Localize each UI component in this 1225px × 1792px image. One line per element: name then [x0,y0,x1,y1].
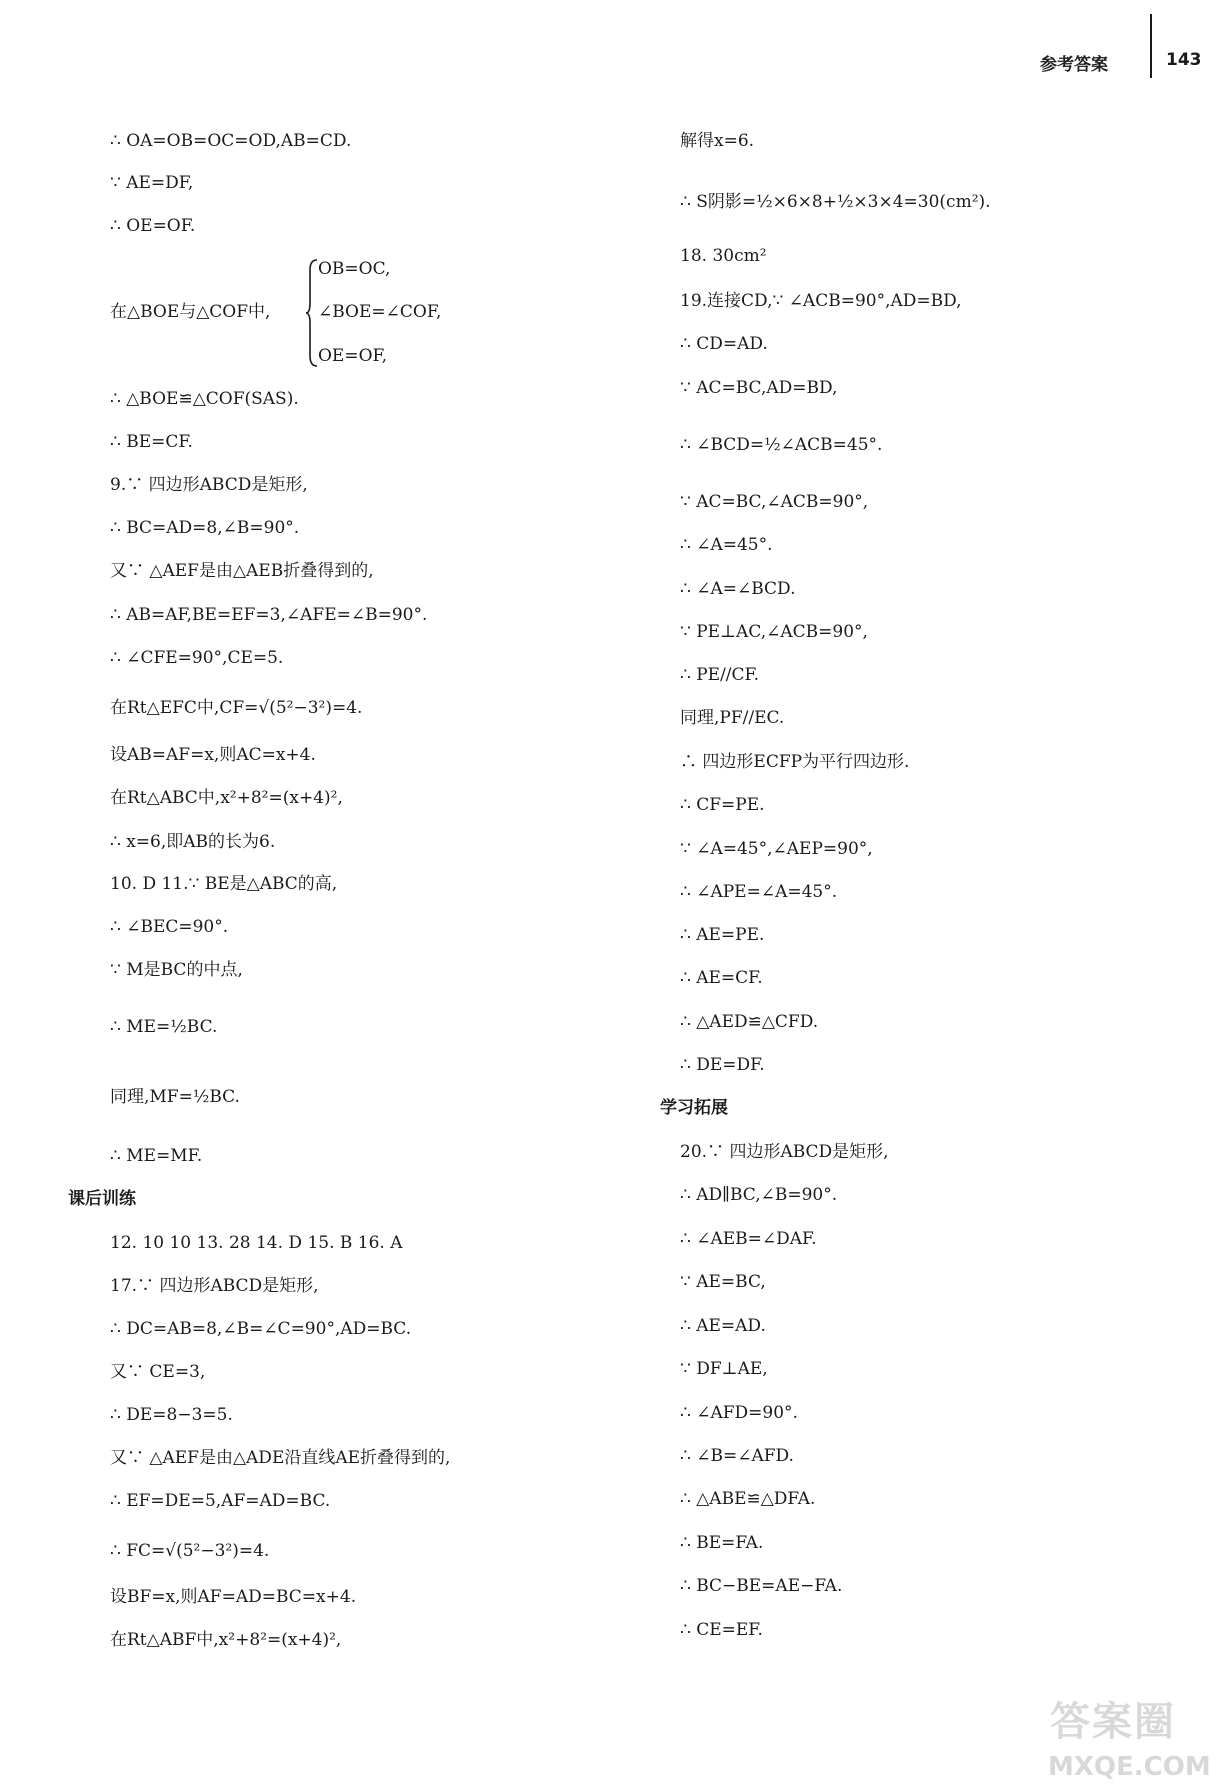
solution-line: ∴ BC=AD=8,∠B=90°. [110,518,300,538]
solution-line: ∴ △AED≌△CFD. [680,1012,819,1032]
solution-line: 同理,PF//EC. [680,708,785,728]
solution-line: 同理,MF=½BC. [110,1087,240,1107]
solution-line: ∴ S阴影=½×6×8+½×3×4=30(cm²). [680,192,991,212]
solution-line: 又∵ △AEF是由△AEB折叠得到的, [110,561,374,581]
solution-line: ∴ ∠BEC=90°. [110,917,229,937]
solution-line: ∴ DE=DF. [680,1055,765,1075]
solution-line: ∴ ∠A=45°. [680,535,773,555]
solution-line: ∴ BC−BE=AE−FA. [680,1576,843,1596]
solution-line: ∴ CD=AD. [680,334,768,354]
solution-line: ∴ ∠AEB=∠DAF. [680,1229,817,1249]
solution-line: OE=OF, [318,346,388,366]
solution-line: ∴ ∠A=∠BCD. [680,579,796,599]
header-divider [1150,14,1152,78]
solution-line: 设AB=AF=x,则AC=x+4. [110,745,316,765]
solution-line: ∵ PE⊥AC,∠ACB=90°, [680,622,868,642]
header-label: 参考答案 [1040,55,1108,75]
solution-line: 设BF=x,则AF=AD=BC=x+4. [110,1587,357,1607]
solution-line: ∴ OA=OB=OC=OD,AB=CD. [110,131,352,151]
solution-line: ∴ CF=PE. [680,795,765,815]
solution-line: ∴ EF=DE=5,AF=AD=BC. [110,1491,331,1511]
page-number: 143 [1166,50,1202,70]
solution-line: ∴ DE=8−3=5. [110,1405,233,1425]
solution-line: ∵ AE=BC, [680,1272,766,1292]
solution-line: ∴ BE=FA. [680,1533,764,1553]
solution-line: 18. 30cm² [680,246,767,266]
solution-line: ∵ DF⊥AE, [680,1359,768,1379]
solution-line: ∴ ∠B=∠AFD. [680,1446,794,1466]
solution-line: OB=OC, [318,259,391,279]
answer-line: 12. 10 10 13. 28 14. D 15. B 16. A [110,1233,403,1253]
solution-line: ∴ BE=CF. [110,432,193,452]
solution-line: 又∵ CE=3, [110,1362,206,1382]
solution-line: 19.连接CD,∵ ∠ACB=90°,AD=BD, [680,291,962,311]
solution-line: 9.∵ 四边形ABCD是矩形, [110,475,308,495]
section-heading: 课后训练 [68,1189,136,1209]
solution-line: 在Rt△ABC中,x²+8²=(x+4)², [110,788,343,808]
solution-line: 解得x=6. [680,131,755,151]
solution-line: ∠BOE=∠COF, [318,302,442,322]
solution-line: ∴ ∠AFD=90°. [680,1403,798,1423]
solution-line: 20.∵ 四边形ABCD是矩形, [680,1142,889,1162]
solution-line: ∴ FC=√(5²−3²)=4. [110,1541,270,1561]
solution-line: ∴ ME=½BC. [110,1017,218,1037]
system-brace [305,258,319,368]
solution-line: ∴ ∠BCD=½∠ACB=45°. [680,435,883,455]
solution-line: ∵ AC=BC,AD=BD, [680,378,838,398]
solution-line: ∴ OE=OF. [110,216,196,236]
solution-line: ∵ AC=BC,∠ACB=90°, [680,492,869,512]
solution-line: 又∵ △AEF是由△ADE沿直线AE折叠得到的, [110,1448,451,1468]
solution-line: ∴ △BOE≌△COF(SAS). [110,389,299,409]
solution-line: ∴ ME=MF. [110,1146,203,1166]
solution-line: ∴ AE=PE. [680,925,765,945]
watermark-url: MXQE.COM [1048,1752,1211,1782]
solution-line: ∴ x=6,即AB的长为6. [110,832,276,852]
solution-line: ∴ CE=EF. [680,1620,763,1640]
solution-line: ∵ AE=DF, [110,173,194,193]
solution-line: 在Rt△EFC中,CF=√(5²−3²)=4. [110,698,363,718]
section-heading: 学习拓展 [660,1098,728,1118]
solution-line: 10. D 11.∵ BE是△ABC的高, [110,874,338,894]
solution-line: ∴ AE=AD. [680,1316,766,1336]
solution-line: ∴ AD∥BC,∠B=90°. [680,1185,838,1205]
solution-line: 在△BOE与△COF中, [110,302,271,322]
solution-line: ∴ △ABE≌△DFA. [680,1489,816,1509]
solution-line: ∵ M是BC的中点, [110,960,243,980]
solution-line: 在Rt△ABF中,x²+8²=(x+4)², [110,1630,342,1650]
solution-line: ∴ 四边形ECFP为平行四边形. [680,752,910,772]
watermark-logo: 答案圈 [1050,1699,1176,1745]
solution-line: ∴ PE//CF. [680,665,760,685]
solution-line: ∴ ∠APE=∠A=45°. [680,882,838,902]
solution-line: 17.∵ 四边形ABCD是矩形, [110,1276,319,1296]
solution-line: ∴ AB=AF,BE=EF=3,∠AFE=∠B=90°. [110,605,428,625]
solution-line: ∴ DC=AB=8,∠B=∠C=90°,AD=BC. [110,1319,412,1339]
solution-line: ∴ ∠CFE=90°,CE=5. [110,648,284,668]
solution-line: ∵ ∠A=45°,∠AEP=90°, [680,839,873,859]
solution-line: ∴ AE=CF. [680,968,763,988]
